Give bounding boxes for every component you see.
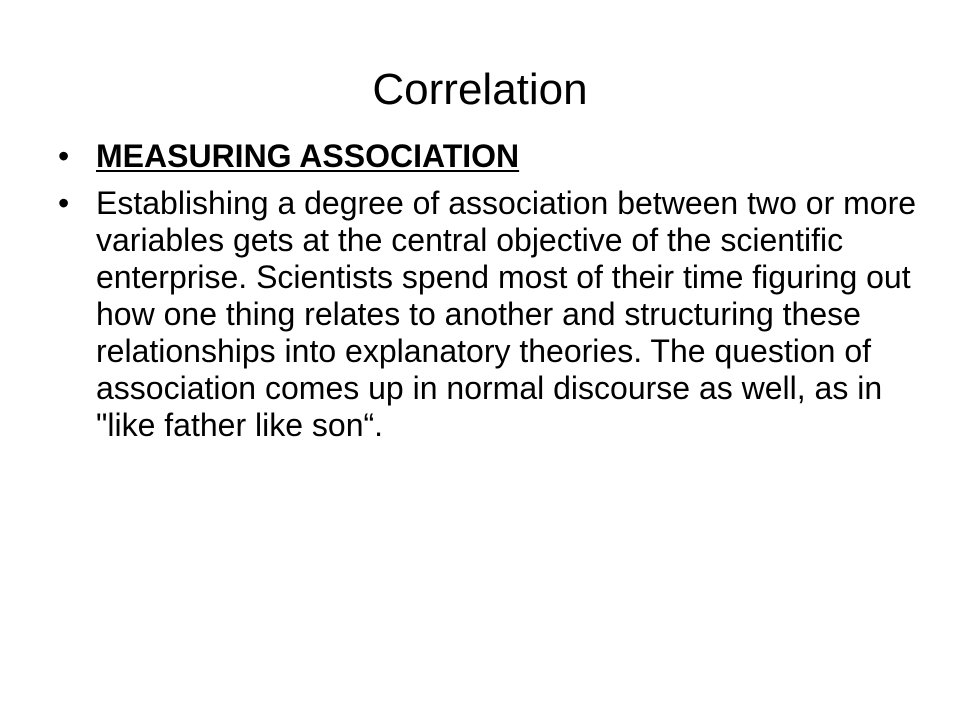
bullet-dot-icon: • [58,185,70,221]
bullet-list [58,138,918,454]
bullet-heading-text: MEASURING ASSOCIATION [96,138,520,174]
slide-title: Correlation [372,65,588,114]
bullet-dot-icon: • [58,138,70,174]
bullet-item-body [58,185,918,444]
bullet-body-text: Establishing a degree of association between two or more variables gets at the central objective of the scientific enterprise. Scientists spend most of their time figuring out how one thing relates to another and structuring these relationships into explanatory theories. The question of association comes up in normal discourse as well, as in "like father like son“. [96,185,917,443]
bullet-item-heading [58,138,918,175]
